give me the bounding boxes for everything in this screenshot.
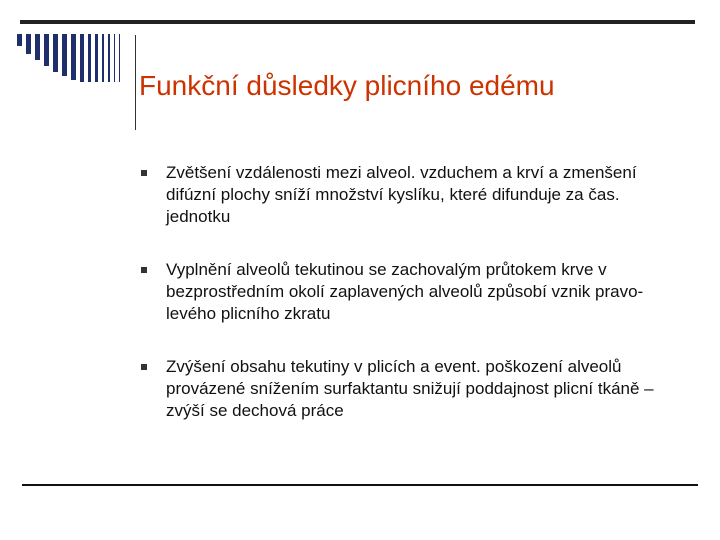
bullet-list [140,162,685,453]
bullet-item [140,259,685,325]
title-vertical-rule [135,35,136,130]
bullet-text: Zvýšení obsahu tekutiny v plicích a event. poškození alveolů provázené snížením surfaktantu snižují poddajnost plicní tkáně – zvýší se dechová práce [166,357,654,420]
bullet-item [140,162,685,228]
decorative-bars [17,34,127,84]
top-divider [20,20,695,24]
bottom-divider [22,484,698,486]
bullet-item [140,356,685,422]
square-bullet-icon [141,170,147,176]
bullet-text: Zvětšení vzdálenosti mezi alveol. vzduchem a krví a zmenšení difúzní plochy sníží množství kyslíku, které difunduje za čas. jednotku [166,163,637,226]
bullet-text: Vyplnění alveolů tekutinou se zachovalým průtokem krve v bezprostředním okolí zaplavených alveolů způsobí vznik pravo-levého plicního zkratu [166,260,644,323]
square-bullet-icon [141,364,147,370]
slide-title: Funkční důsledky plicního edému [139,70,555,101]
square-bullet-icon [141,267,147,273]
